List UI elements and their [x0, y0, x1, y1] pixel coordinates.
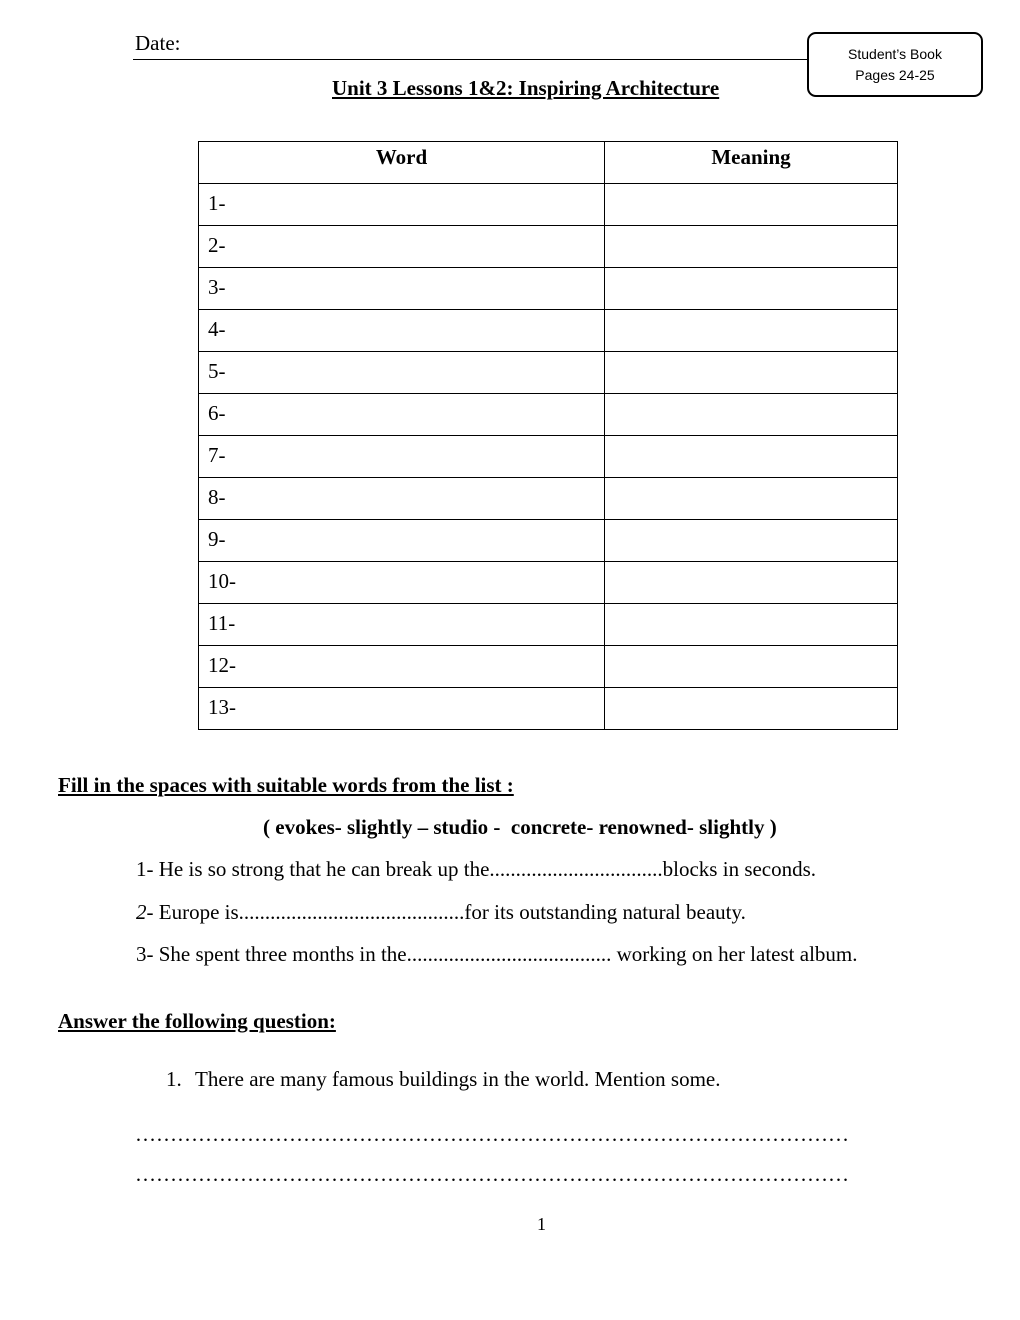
fill-heading: Fill in the spaces with suitable words from the list :: [58, 773, 514, 797]
table-row: [199, 604, 898, 646]
meaning-cell: [605, 394, 898, 436]
question-number: 1.: [166, 1067, 182, 1091]
sentence-text: - He is so strong that he can break up the.................................blocks in seconds.: [146, 857, 817, 881]
date-rule: [133, 59, 809, 60]
book-box-line-2: Pages 24-25: [855, 67, 935, 83]
meaning-cell: [605, 226, 898, 268]
page-title: Unit 3 Lessons 1&2: Inspiring Architecture: [332, 76, 720, 100]
sentence-number: 2: [136, 900, 147, 924]
word-cell: 13-: [199, 688, 605, 730]
meaning-cell: [605, 478, 898, 520]
word-cell: 7-: [199, 436, 605, 478]
answer-heading: Answer the following question:: [58, 1009, 336, 1033]
answer-line: …………………………………………………………………………………………: [135, 1162, 849, 1186]
header-word: Word: [199, 142, 605, 184]
answer-line: …………………………………………………………………………………………: [135, 1122, 849, 1146]
table-row: [199, 520, 898, 562]
table-row: [199, 394, 898, 436]
vocab-header-row: [199, 142, 898, 184]
table-row: [199, 478, 898, 520]
table-row: [199, 688, 898, 730]
table-row: [199, 226, 898, 268]
sentence-number: 3: [136, 942, 147, 966]
meaning-cell: [605, 184, 898, 226]
meaning-cell: [605, 688, 898, 730]
question-1: [166, 1067, 720, 1092]
meaning-cell: [605, 646, 898, 688]
sentence-number: 1: [136, 857, 147, 881]
word-cell: 10-: [199, 562, 605, 604]
word-list: ( evokes- slightly – studio - concrete- renowned- slightly ): [263, 815, 777, 839]
meaning-cell: [605, 562, 898, 604]
word-cell: 2-: [199, 226, 605, 268]
fill-sentence-1: [136, 857, 816, 882]
meaning-cell: [605, 436, 898, 478]
word-cell: 6-: [199, 394, 605, 436]
meaning-cell: [605, 604, 898, 646]
word-cell: 4-: [199, 310, 605, 352]
vocab-body: [199, 184, 898, 730]
word-cell: 11-: [199, 604, 605, 646]
table-row: [199, 268, 898, 310]
student-book-box: [807, 32, 983, 97]
table-row: [199, 562, 898, 604]
word-cell: 8-: [199, 478, 605, 520]
table-row: [199, 184, 898, 226]
word-cell: 12-: [199, 646, 605, 688]
table-row: [199, 352, 898, 394]
table-row: [199, 310, 898, 352]
fill-sentence-3: [136, 942, 858, 967]
word-cell: 5-: [199, 352, 605, 394]
fill-sentence-2: [136, 900, 746, 925]
table-row: [199, 646, 898, 688]
date-label: Date:: [135, 31, 181, 55]
meaning-cell: [605, 268, 898, 310]
word-cell: 9-: [199, 520, 605, 562]
meaning-cell: [605, 352, 898, 394]
sentence-text: - Europe is...........................................for its outstanding natural beauty.: [146, 900, 746, 924]
question-text: There are many famous buildings in the world. Mention some.: [195, 1067, 721, 1091]
meaning-cell: [605, 310, 898, 352]
book-box-line-1: Student’s Book: [848, 46, 942, 62]
word-cell: 3-: [199, 268, 605, 310]
sentence-text: - She spent three months in the....................................... working on her latest album.: [146, 942, 858, 966]
table-row: [199, 436, 898, 478]
word-cell: 1-: [199, 184, 605, 226]
page-number: 1: [537, 1214, 546, 1234]
meaning-cell: [605, 520, 898, 562]
vocab-table: [198, 141, 898, 730]
header-meaning: Meaning: [605, 142, 898, 184]
